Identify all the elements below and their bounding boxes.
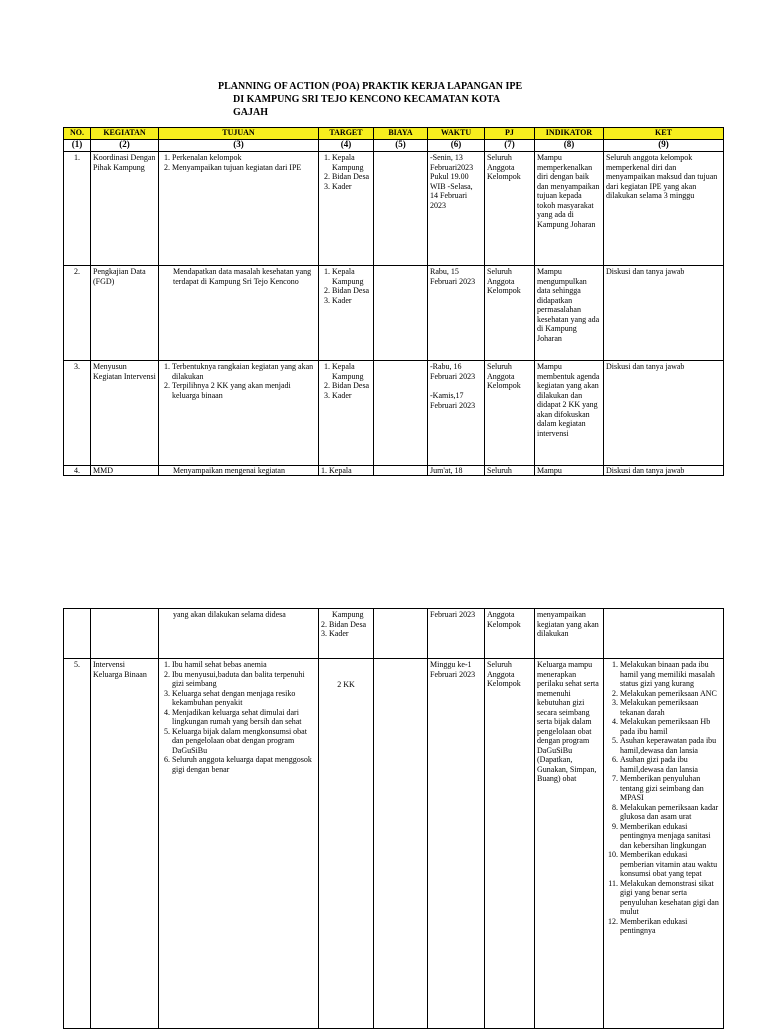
target-value: 2 KK <box>337 680 355 689</box>
tujuan-item: 1. Terbentuknya rangkaian kegiatan yang akan dilakukan <box>172 362 316 381</box>
row-target <box>319 659 374 1029</box>
row-tujuan <box>159 659 319 1029</box>
header-no: NO. <box>64 128 91 140</box>
row-no: 5. <box>64 659 91 1029</box>
title-line-2: DI KAMPUNG SRI TEJO KENCONO KECAMATAN KOTA <box>233 94 501 105</box>
target-item: 2. Bidan Desa <box>332 286 371 296</box>
header-row <box>64 128 724 140</box>
table-row <box>64 466 724 476</box>
target-item: 1. Kepala Kampung <box>332 362 371 381</box>
waktu-line: -Kamis,17 Februari 2023 <box>430 391 476 410</box>
row-kegiatan: Pengkajian Data (FGD) <box>91 266 159 361</box>
row-indikator: Mampu membentuk agenda kegiatan yang akan dilakukan dan didapat 2 KK yang akan difokuskan dalam kegiatan intervensi <box>535 361 604 466</box>
col-num: (5) <box>374 140 428 152</box>
row-indikator: menyampaikan kegiatan yang akan dilakukan <box>535 609 604 659</box>
row-kegiatan: Koordinasi Dengan Pihak Kampung <box>91 152 159 266</box>
tujuan-item: 5. Keluarga bijak dalam mengkonsumsi obat dan pengelolaan obat dengan program DaGuSiBu <box>172 727 316 756</box>
waktu-line: -Rabu, 16 Februari 2023 <box>430 362 476 381</box>
ket-item: 6. Asuhan gizi pada ibu hamil,dewasa dan lansia <box>620 755 721 774</box>
ket-item: 2. Melakukan pemeriksaan ANC <box>620 689 721 699</box>
row-biaya <box>374 361 428 466</box>
poa-table-page-2 <box>63 608 724 1029</box>
ket-item: 12. Memberikan edukasi pentingnya <box>620 917 721 936</box>
header-pj: PJ <box>485 128 535 140</box>
row-kegiatan: Intervensi Keluarga Binaan <box>91 659 159 1029</box>
target-item: 3. Kader <box>332 182 371 192</box>
row-pj: Seluruh Anggota Kelompok <box>485 152 535 266</box>
target-item: 2. Bidan Desa <box>332 381 371 391</box>
row-tujuan <box>159 361 319 466</box>
row-kegiatan: MMD <box>91 466 159 476</box>
ket-item: 4. Melakukan pemeriksaan Hb pada ibu hamil <box>620 717 721 736</box>
ket-item: 10. Memberikan edukasi pemberian vitamin atau waktu konsumsi obat yang tepat <box>620 850 721 879</box>
col-num: (3) <box>159 140 319 152</box>
row-pj: Seluruh Anggota Kelompok <box>485 659 535 1029</box>
header-kegiatan: KEGIATAN <box>91 128 159 140</box>
target-item: 2. Bidan Desa <box>332 172 371 182</box>
col-num: (6) <box>428 140 485 152</box>
ket-item: 11. Melakukan demonstrasi sikat gigi yang benar serta penyuluhan kesehatan gigi dan mulut <box>620 879 721 917</box>
row-waktu: Jum'at, 18 <box>428 466 485 476</box>
row-tujuan <box>159 152 319 266</box>
row-waktu: Februari 2023 <box>428 609 485 659</box>
table-row <box>64 361 724 466</box>
col-num: (1) <box>64 140 91 152</box>
row-waktu: -Senin, 13 Februari2023 Pukul 19.00 WIB -Selasa, 14 Februari 2023 <box>428 152 485 266</box>
row-ket: Seluruh anggota kelompok memperkenal diri dan menyampaikan maksud dan tujuan dari kegiatan IPE yang akan dilakukan selama 3 minggu <box>604 152 724 266</box>
row-no: 4. <box>64 466 91 476</box>
row-pj: Anggota Kelompok <box>485 609 535 659</box>
row-no: 1. <box>64 152 91 266</box>
ket-item: 3. Melakukan pemeriksaan tekanan darah <box>620 698 721 717</box>
tujuan-item: 4. Menjadikan keluarga sehat dimulai dari lingkungan rumah yang bersih dan sehat <box>172 708 316 727</box>
col-num: (9) <box>604 140 724 152</box>
row-target <box>319 361 374 466</box>
header-target: TARGET <box>319 128 374 140</box>
table-row <box>64 659 724 1029</box>
target-item: 1. Kepala Kampung <box>332 153 371 172</box>
row-indikator: Keluarga mampu menerapkan perilaku sehat serta memenuhi kebutuhan gizi secara seimbang serta bijak dalam pengelolaan obat dengan program DaGuSiBu (Dapatkan, Gunakan, Simpan, Buang) obat <box>535 659 604 1029</box>
row-no: 3. <box>64 361 91 466</box>
row-pj: Seluruh <box>485 466 535 476</box>
table-row <box>64 152 724 266</box>
row-tujuan: yang akan dilakukan selama didesa <box>159 609 319 659</box>
col-num: (7) <box>485 140 535 152</box>
row-biaya <box>374 659 428 1029</box>
row-tujuan: Mendapatkan data masalah kesehatan yang terdapat di Kampung Sri Tejo Kencono <box>159 266 319 361</box>
row-biaya <box>374 466 428 476</box>
ket-item: 5. Asuhan keperawatan pada ibu hamil,dewasa dan lansia <box>620 736 721 755</box>
target-item: Kader <box>329 629 349 638</box>
tujuan-item: 2. Menyampaikan tujuan kegiatan dari IPE <box>172 163 316 173</box>
header-waktu: WAKTU <box>428 128 485 140</box>
table-row-continued <box>64 609 724 659</box>
row-ket: Diskusi dan tanya jawab <box>604 466 724 476</box>
row-kegiatan: Menyusun Kegiatan Intervensi <box>91 361 159 466</box>
row-biaya <box>374 266 428 361</box>
col-num: (8) <box>535 140 604 152</box>
row-tujuan: Menyampaikan mengenai kegiatan <box>159 466 319 476</box>
target-item: Bidan Desa <box>329 619 367 629</box>
row-target: 1. Kepala <box>319 466 374 476</box>
row-kegiatan <box>91 609 159 659</box>
row-biaya <box>374 609 428 659</box>
column-number-row <box>64 140 724 152</box>
poa-table-page-1 <box>63 127 724 476</box>
row-ket: Diskusi dan tanya jawab <box>604 361 724 466</box>
ket-item: 9. Memberikan edukasi pentingnya menjaga sanitasi dan kebersihan lingkungan <box>620 822 721 851</box>
row-indikator: Mampu memperkenalkan diri dengan baik dan menyampaikan tujuan kepada tokoh masyarakat yang ada di Kampung Joharan <box>535 152 604 266</box>
ket-item: 7. Memberikan penyuluhan tentang gizi seimbang dan MPASI <box>620 774 721 803</box>
col-num: (4) <box>319 140 374 152</box>
col-num: (2) <box>91 140 159 152</box>
row-target <box>319 266 374 361</box>
header-ket: KET <box>604 128 724 140</box>
tujuan-item: 1. Ibu hamil sehat bebas anemia <box>172 660 316 670</box>
row-target: Kampung 2. Bidan Desa 3. Kader <box>319 609 374 659</box>
target-item: Kepala <box>329 466 352 475</box>
target-item: 3. Kader <box>332 296 371 306</box>
row-pj: Seluruh Anggota Kelompok <box>485 266 535 361</box>
row-waktu: Rabu, 15 Februari 2023 <box>428 266 485 361</box>
tujuan-item: 2. Ibu menyusui,baduta dan balita terpenuhi gizi seimbang <box>172 670 316 689</box>
row-no <box>64 609 91 659</box>
title-line-1: PLANNING OF ACTION (POA) PRAKTIK KERJA LAPANGAN IPE <box>218 81 523 92</box>
row-pj: Seluruh Anggota Kelompok <box>485 361 535 466</box>
tujuan-item: 2. Terpilihnya 2 KK yang akan menjadi keluarga binaan <box>172 381 316 400</box>
header-indikator: INDIKATOR <box>535 128 604 140</box>
target-item: 1. Kepala Kampung <box>332 267 371 286</box>
title-line-3: GAJAH <box>233 107 268 118</box>
tujuan-item: 3. Keluarga sehat dengan menjaga resiko kekambuhan penyakit <box>172 689 316 708</box>
ket-item: 1. Melakukan binaan pada ibu hamil yang memiliki masalah status gizi yang kurang <box>620 660 721 689</box>
row-no: 2. <box>64 266 91 361</box>
header-tujuan: TUJUAN <box>159 128 319 140</box>
tujuan-item: 6. Seluruh anggota keluarga dapat menggosok gigi dengan benar <box>172 755 316 774</box>
header-biaya: BIAYA <box>374 128 428 140</box>
table-row <box>64 266 724 361</box>
row-indikator: Mampu <box>535 466 604 476</box>
row-ket <box>604 609 724 659</box>
row-indikator: Mampu mengumpulkan data sehingga didapatkan permasalahan kesehatan yang ada di Kampung Joharan <box>535 266 604 361</box>
row-waktu: Minggu ke-1 Februari 2023 <box>428 659 485 1029</box>
row-biaya <box>374 152 428 266</box>
row-waktu <box>428 361 485 466</box>
tujuan-item: 1. Perkenalan kelompok <box>172 153 316 163</box>
target-item: 3. Kader <box>332 391 371 401</box>
row-ket: Diskusi dan tanya jawab <box>604 266 724 361</box>
row-ket <box>604 659 724 1029</box>
target-item: Kampung <box>332 610 364 619</box>
row-target <box>319 152 374 266</box>
ket-item: 8. Melakukan pemeriksaan kadar glukosa dan asam urat <box>620 803 721 822</box>
